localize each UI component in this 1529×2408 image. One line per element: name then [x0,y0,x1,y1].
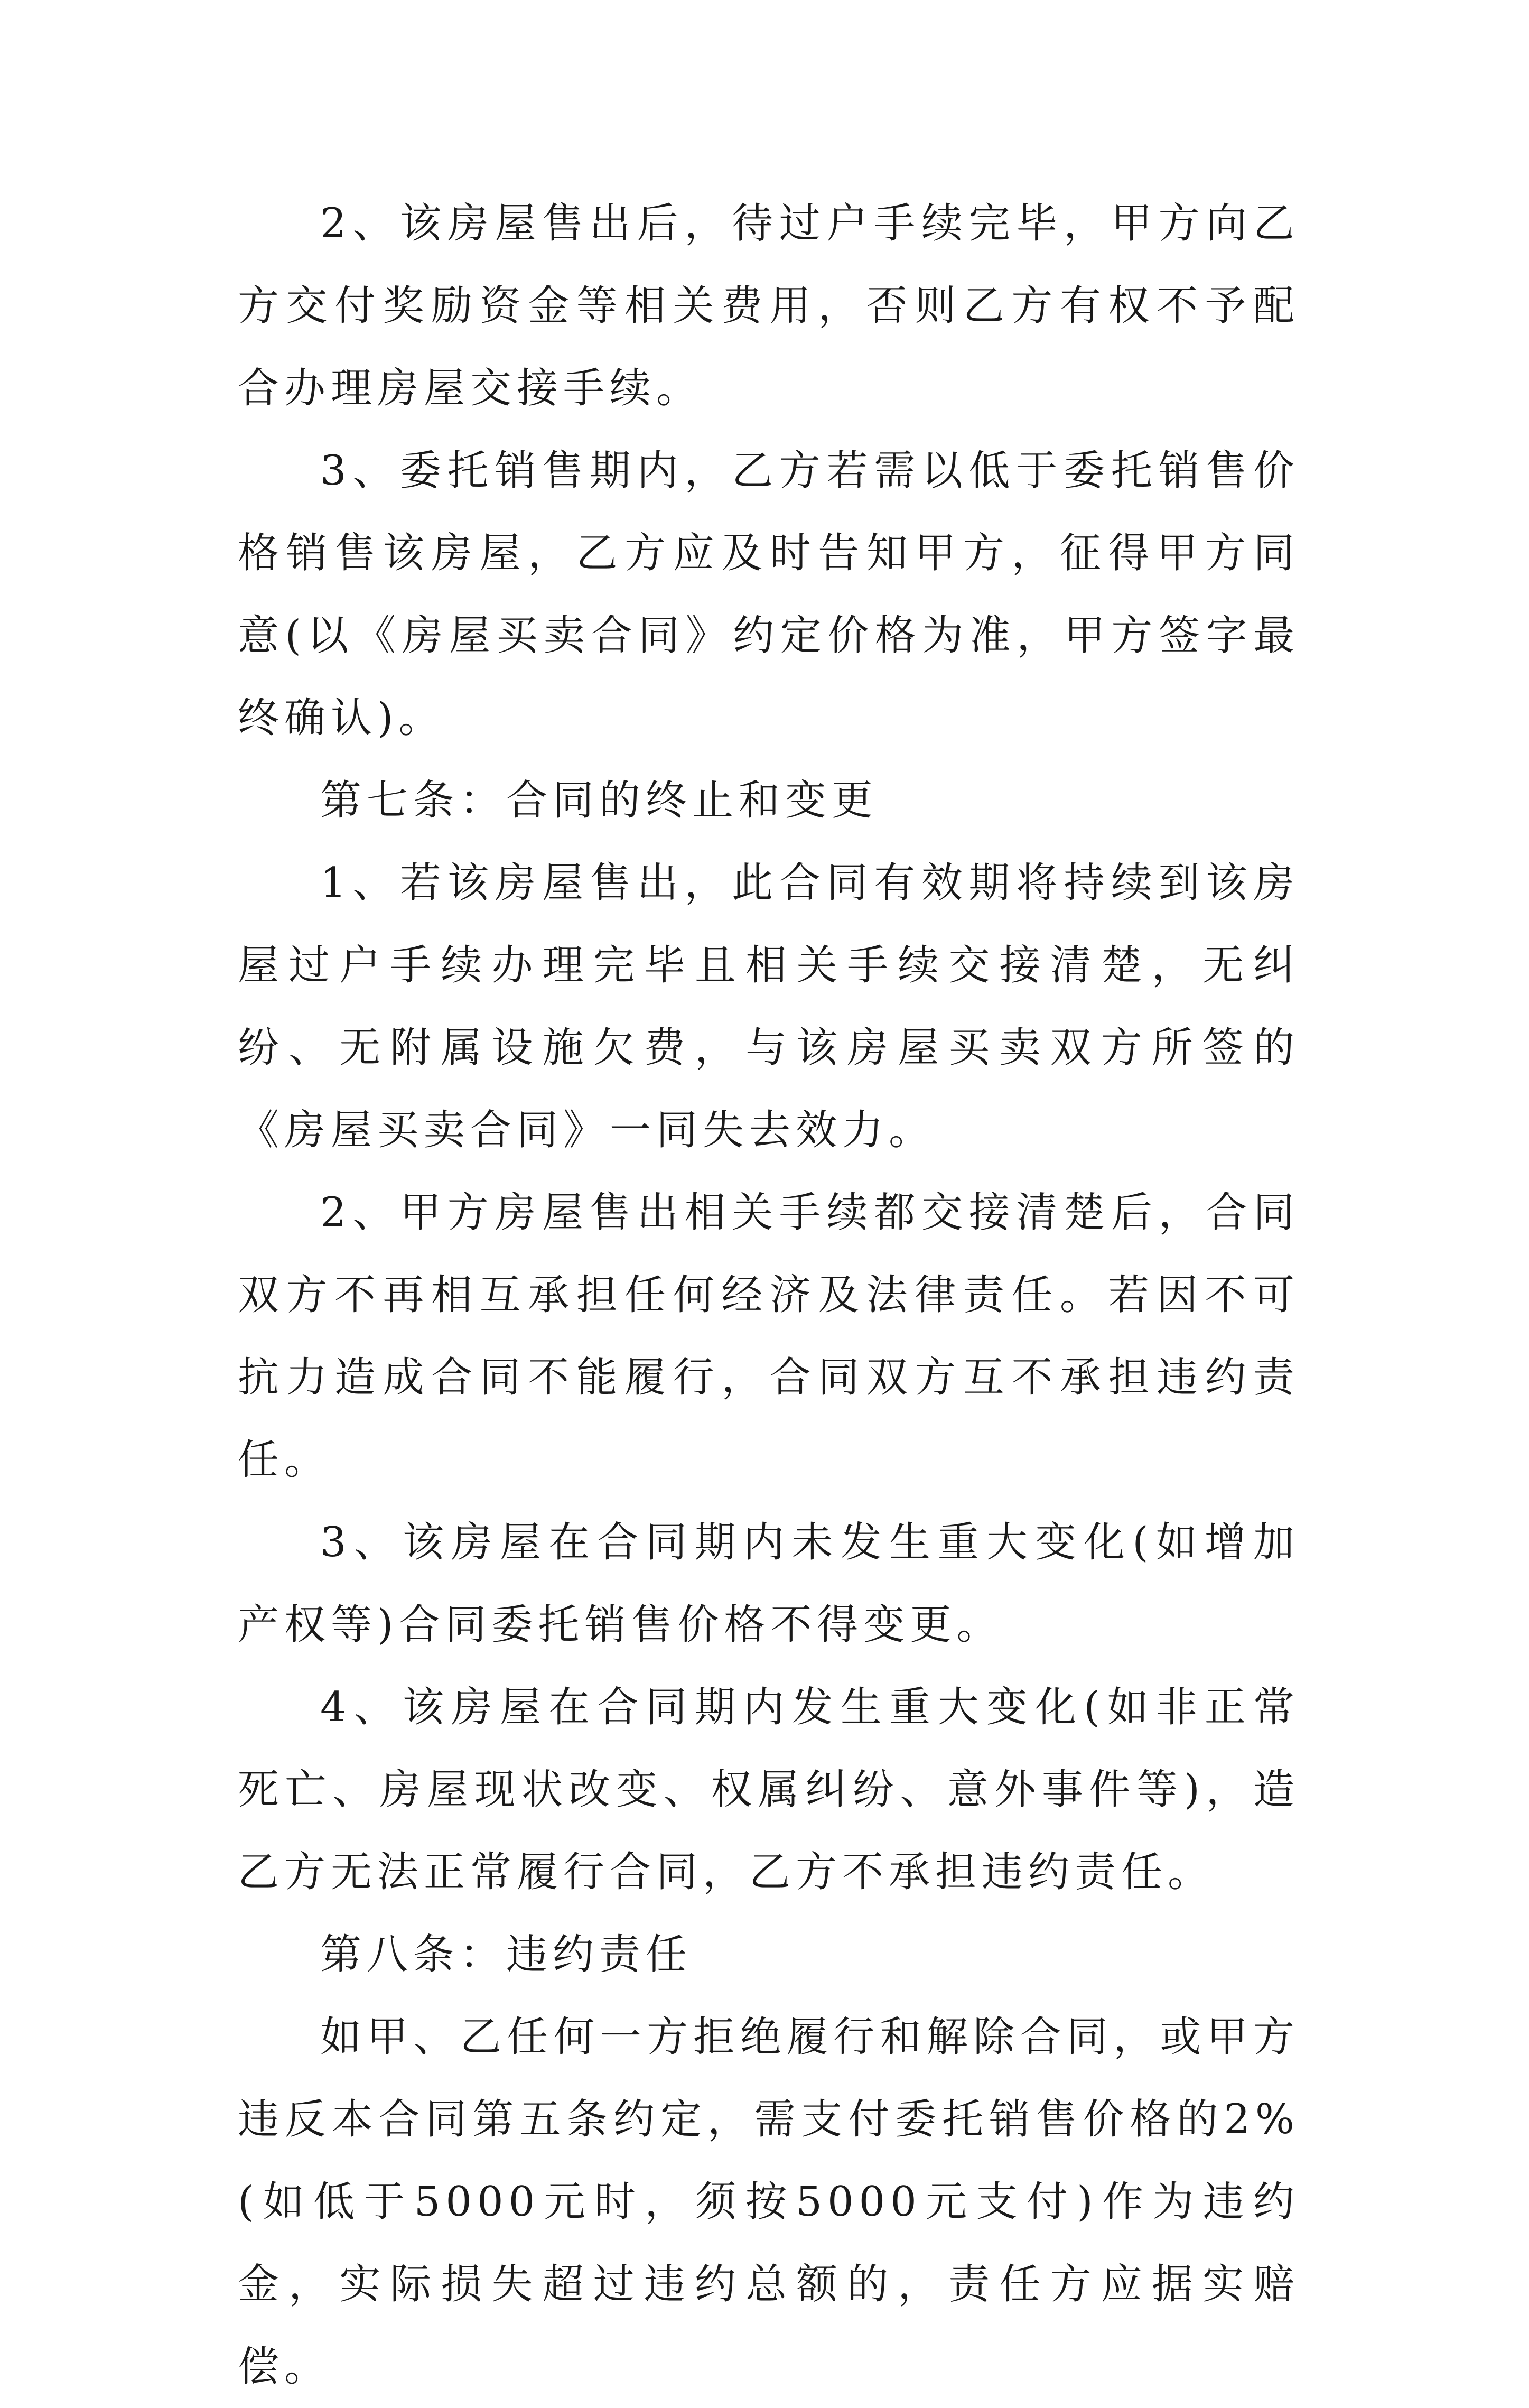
heading-article-8: 第八条：违约责任 [320,1931,693,1978]
heading-article-7: 第七条：合同的终止和变更 [320,777,879,824]
paragraph-payment-after-transfer: 2、该房屋售出后，待过户手续完毕，甲方向乙方交付奖励资金等相关费用，否则乙方有权不予配合办理房屋交接手续。 [238,200,1300,412]
paragraph-contract-validity: 1、若该房屋售出，此合同有效期将持续到该房屋过户手续办理完毕且相关手续交接清楚，无纠纷、无附属设施欠费，与该房屋买卖双方所签的《房屋买卖合同》一同失去效力。 [238,859,1300,1154]
paragraph-breach-penalty: 如甲、乙任何一方拒绝履行和解除合同，或甲方违反本合同第五条约定，需支付委托销售价格的2%(如低于5000元时，须按5000元支付)作为违约金，实际损失超过违约总额的，责任方应据实赔偿。 [238,2013,1300,2391]
document-page [238,182,1300,2408]
paragraph-lower-price-consent: 3、委托销售期内，乙方若需以低于委托销售价格销售该房屋，乙方应及时告知甲方，征得甲方同意(以《房屋买卖合同》约定价格为准，甲方签字最终确认)。 [238,447,1300,742]
paragraph-no-further-liability: 2、甲方房屋售出相关手续都交接清楚后，合同双方不再相互承担任何经济及法律责任。若因不可抗力造成合同不能履行，合同双方互不承担违约责任。 [238,1189,1300,1484]
paragraph-major-change: 4、该房屋在合同期内发生重大变化(如非正常死亡、房屋现状改变、权属纠纷、意外事件等)，造乙方无法正常履行合同，乙方不承担违约责任。 [238,1684,1300,1896]
paragraph-price-unchanged: 3、该房屋在合同期内未发生重大变化(如增加产权等)合同委托销售价格不得变更。 [238,1519,1300,1649]
